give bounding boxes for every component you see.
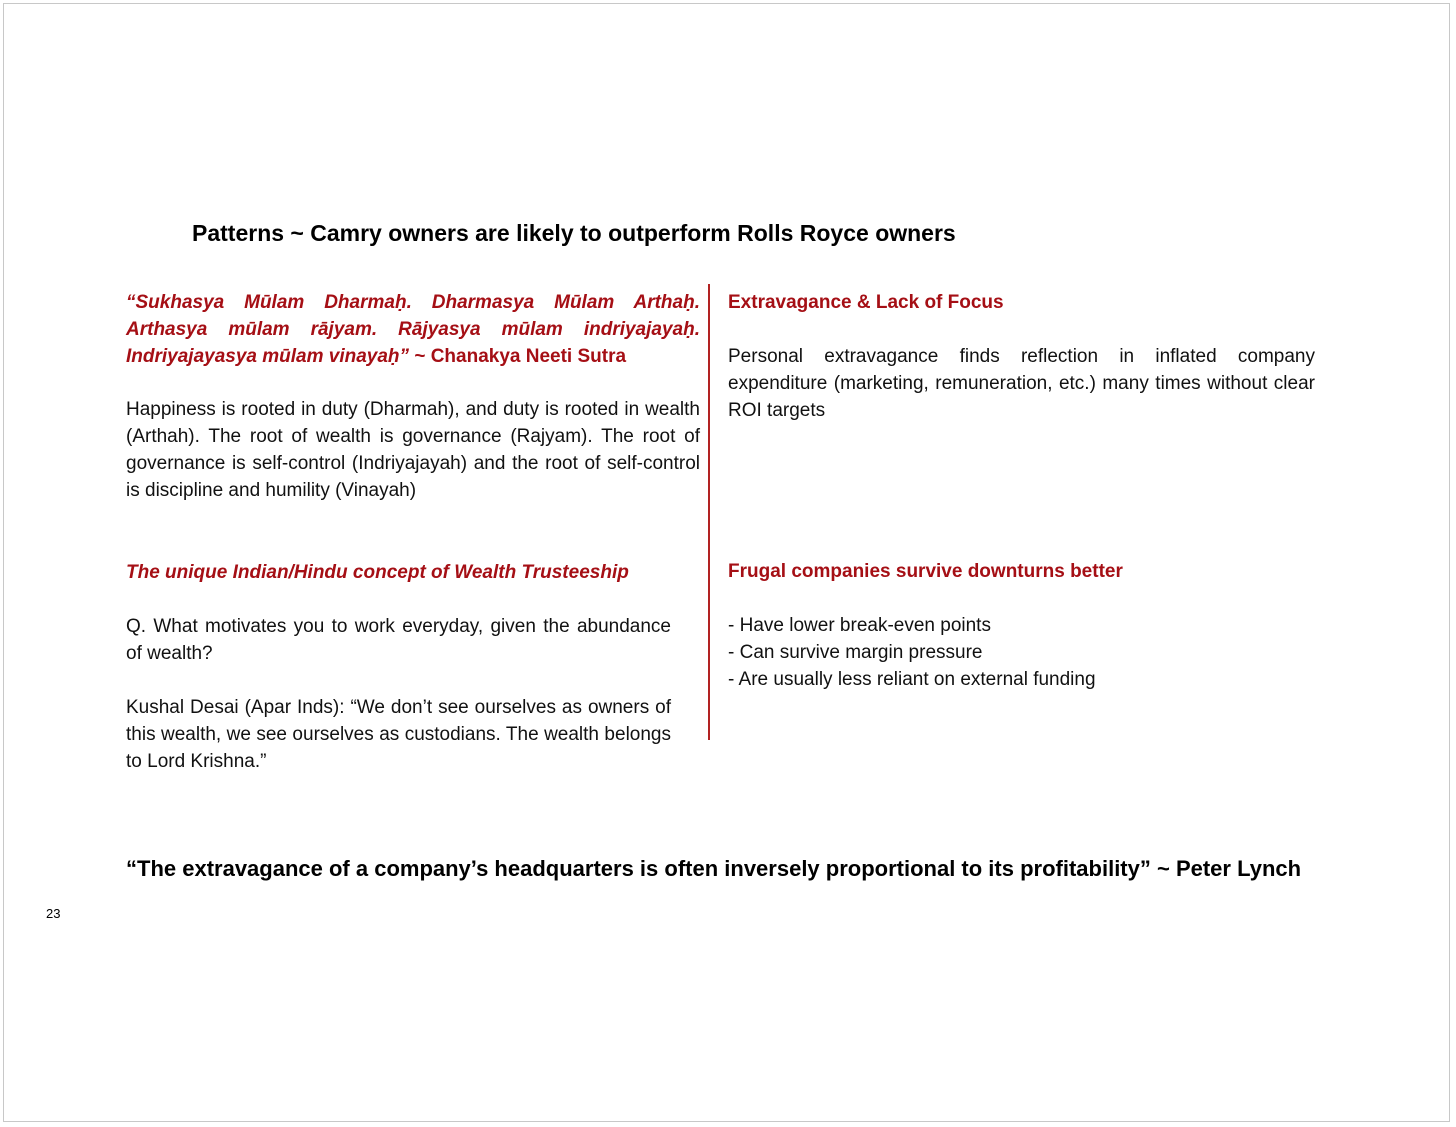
column-divider [708,284,710,740]
slide-title: Patterns ~ Camry owners are likely to outperform Rolls Royce owners [192,220,956,246]
right-bottom-block [728,558,1315,693]
frugal-points-list [728,612,1315,693]
left-top-block [126,289,700,504]
left-bottom-block [126,559,671,775]
answer-text: Kushal Desai (Apar Inds): “We don’t see ourselves as owners of this wealth, we see ourselves as custodians. The wealth belongs to Lord Krishna.” [126,697,671,772]
list-item: - Have lower break-even points [728,615,991,636]
question-text: Q. What motivates you to work everyday, given the abundance of wealth? [126,616,671,664]
right-top-block [728,289,1315,424]
list-item: - Are usually less reliant on external funding [728,669,1096,690]
page-number: 23 [46,906,61,921]
sanskrit-quote-text: “Sukhasya Mūlam Dharmaḥ. Dharmasya Mūlam Arthaḥ. Arthasya mūlam rājyam. Rājyasya mūlam indriyajayaḥ. Indriyajayasya mūlam vinayaḥ” [126,292,700,367]
sanskrit-quote [126,289,700,370]
sanskrit-quote-source: ~ Chanakya Neeti Sutra [414,346,627,367]
bottom-quote: “The extravagance of a company’s headquarters is often inversely proportional to its profitability” ~ Peter Lynch [126,856,1302,881]
extravagance-heading: Extravagance & Lack of Focus [728,292,1004,313]
list-item: - Can survive margin pressure [728,642,983,663]
frugal-heading: Frugal companies survive downturns better [728,561,1123,582]
translation-text: Happiness is rooted in duty (Dharmah), and duty is rooted in wealth (Arthah). The root of wealth is governance (Rajyam). The root of governance is self-control (Indriyajayah) and the root of self-control is discipline and humility (Vinayah) [126,399,700,501]
extravagance-text: Personal extravagance finds reflection in inflated company expenditure (marketing, remuneration, etc.) many times without clear ROI targets [728,346,1315,421]
trusteeship-heading: The unique Indian/Hindu concept of Wealth Trusteeship [126,562,629,583]
